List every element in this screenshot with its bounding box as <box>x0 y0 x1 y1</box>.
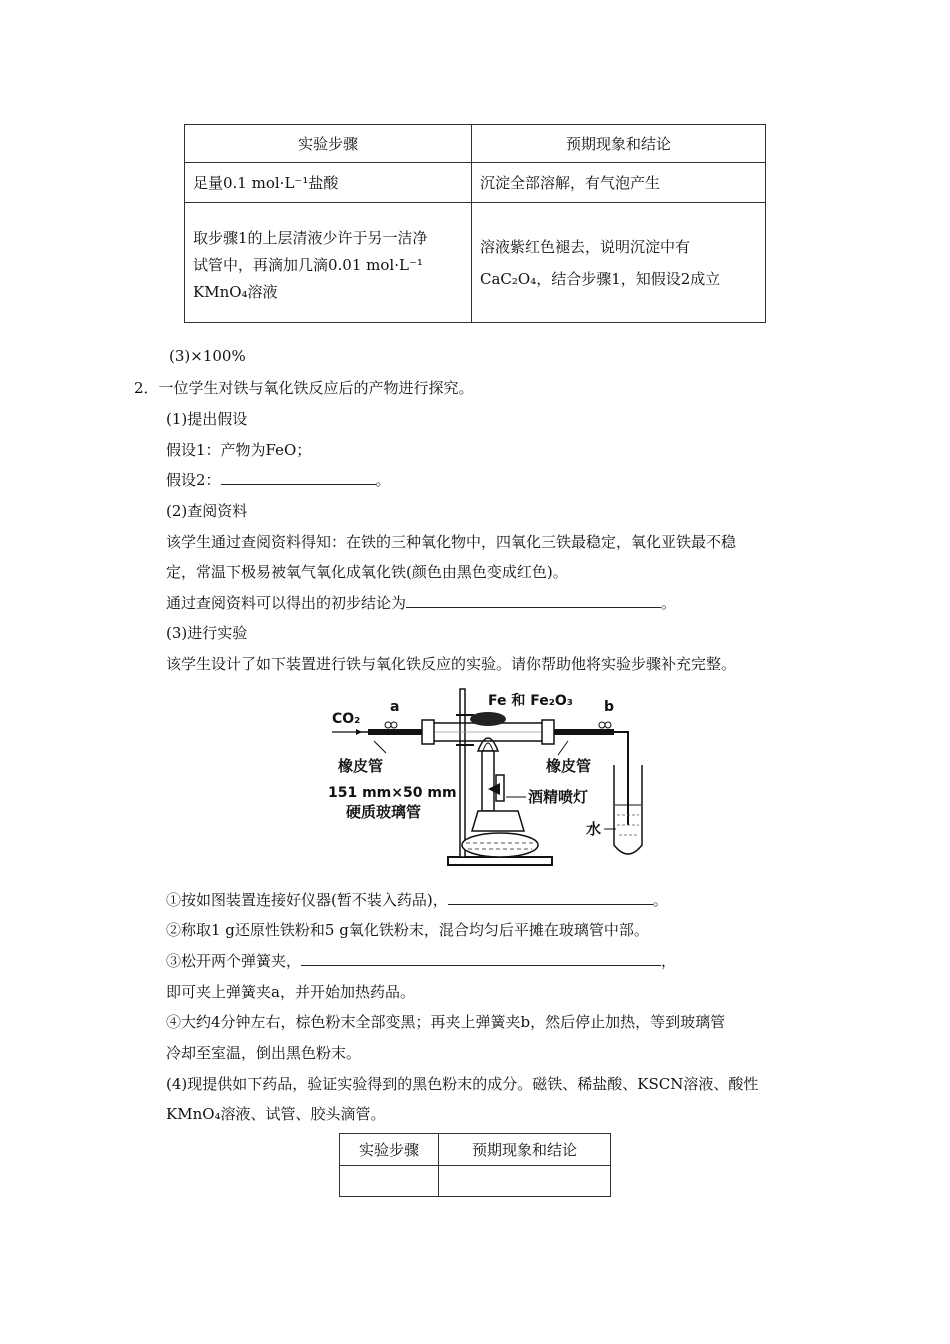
clip-a-label: a <box>390 699 400 715</box>
alcohol-lamp <box>482 751 494 811</box>
co2-label: CO₂ <box>332 711 361 727</box>
info-text: 定，常温下极易被氧气氧化成氧化铁(颜色由黑色变成红色)。 <box>166 563 568 581</box>
table-row <box>185 203 766 323</box>
table-cell <box>472 203 766 323</box>
answer-blank[interactable] <box>406 593 661 608</box>
hypothesis-1: 假设1：产物为FeO； <box>166 441 312 459</box>
conclusion-label: 通过查阅资料可以得出的初步结论为 <box>166 594 407 612</box>
step-1-text: ①按如图装置连接好仪器(暂不装入药品)， <box>166 891 448 909</box>
intro-text: 该学生设计了如下装置进行铁与氧化铁反应的实验。请你帮助他将实验步骤补充完整。 <box>166 655 737 673</box>
answer-table <box>184 124 766 323</box>
punctuation: 。 <box>661 594 677 612</box>
step-3-text: ③松开两个弹簧夹， <box>166 952 302 970</box>
table-row <box>340 1166 611 1197</box>
lamp-label: 酒精喷灯 <box>528 788 589 806</box>
table-header-cell: 实验步骤 <box>340 1134 439 1166</box>
section-heading: (1)提出假设 <box>166 410 248 428</box>
table-cell[interactable] <box>340 1166 439 1197</box>
answer-blank[interactable] <box>301 951 661 966</box>
rubber-tube-left-label: 橡皮管 <box>338 757 384 775</box>
question-title: 2．一位学生对铁与氧化铁反应后的产物进行探究。 <box>134 379 474 397</box>
table-cell: 足量0.1 mol·L⁻¹盐酸 <box>185 163 472 203</box>
cell-line: 取步骤1的上层清液少许于另一洁净 <box>193 229 428 247</box>
conclusion-line <box>166 592 676 613</box>
rubber-tube-right-label: 橡皮管 <box>546 757 592 775</box>
step-1 <box>166 889 668 910</box>
tube-name-label: 硬质玻璃管 <box>346 803 422 821</box>
table-row <box>185 163 766 203</box>
step-3 <box>166 950 676 971</box>
section-heading: (2)查阅资料 <box>166 502 248 520</box>
step-2: ②称取1 g还原性铁粉和5 g氧化铁粉末，混合均匀后平摊在玻璃管中部。 <box>166 921 649 939</box>
answer-blank[interactable] <box>221 470 376 485</box>
cell-line: CaC₂O₄，结合步骤1，知假设2成立 <box>480 269 721 288</box>
table-cell: 沉淀全部溶解，有气泡产生 <box>472 163 766 203</box>
apparatus-diagram <box>328 685 650 877</box>
hypothesis-2-label: 假设2： <box>166 471 221 489</box>
table-header-cell: 预期现象和结论 <box>439 1134 611 1166</box>
stand-base <box>448 857 552 865</box>
tube-size-label: 151 mm×50 mm <box>328 785 457 801</box>
table-header-row <box>185 125 766 163</box>
step-4: ④大约4分钟左右，棕色粉末全部变黑；再夹上弹簧夹b，然后停止加热，等到玻璃管 <box>166 1013 726 1031</box>
part-4-text: (4)现提供如下药品，验证实验得到的黑色粉末的成分。磁铁、稀盐酸、KSCN溶液、酸性 <box>166 1075 759 1093</box>
hypothesis-2 <box>166 469 391 490</box>
table-header-row <box>340 1134 611 1166</box>
info-text: 该学生通过查阅资料得知：在铁的三种氧化物中，四氧化三铁最稳定，氧化亚铁最不稳 <box>166 533 737 551</box>
table-header-cell: 预期现象和结论 <box>472 125 766 163</box>
clip-b-label: b <box>604 699 615 715</box>
blank-answer-table <box>339 1133 611 1197</box>
cell-line: 试管中，再滴加几滴0.01 mol·L⁻¹ <box>193 256 423 274</box>
section-heading: (3)进行实验 <box>166 624 248 642</box>
punctuation: ， <box>661 952 677 970</box>
table-cell[interactable] <box>439 1166 611 1197</box>
table-cell <box>185 203 472 323</box>
cell-line: KMnO₄溶液 <box>193 283 278 301</box>
punctuation: 。 <box>375 471 391 489</box>
powder <box>470 712 506 726</box>
reactants-label: Fe 和 Fe₂O₃ <box>488 693 573 709</box>
answer-blank[interactable] <box>448 890 653 905</box>
answer-3: (3)×100% <box>169 347 246 365</box>
water-label: 水 <box>586 820 602 838</box>
table-header-cell: 实验步骤 <box>185 125 472 163</box>
step-3-continued: 即可夹上弹簧夹a，并开始加热药品。 <box>166 983 415 1001</box>
part-4-text: KMnO₄溶液、试管、胶头滴管。 <box>166 1105 386 1123</box>
cell-line: 溶液紫红色褪去，说明沉淀中有 <box>480 237 691 256</box>
punctuation: 。 <box>652 891 668 909</box>
step-4-continued: 冷却至室温，倒出黑色粉末。 <box>166 1044 362 1062</box>
